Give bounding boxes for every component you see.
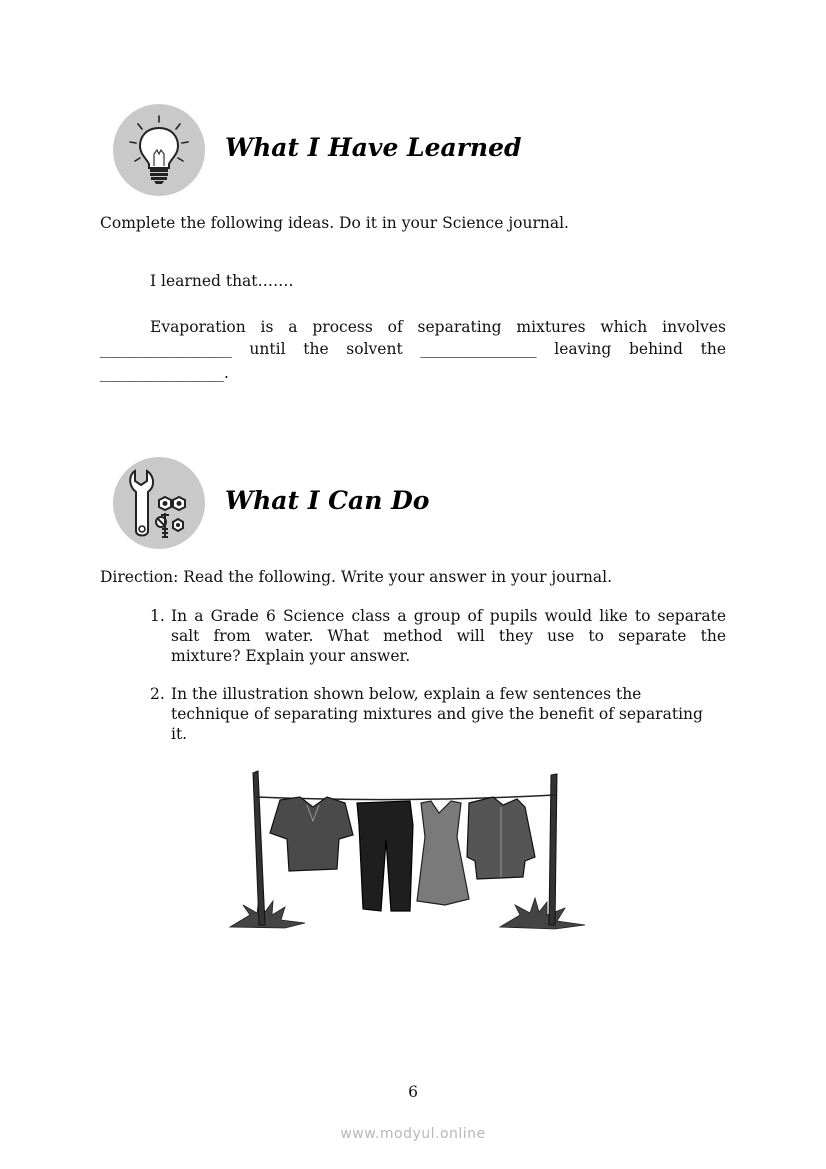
can-do-instruction: Direction: Read the following. Write your answer in your journal.: [100, 568, 613, 586]
paragraph-line-3: ________________.: [100, 364, 229, 382]
grass-right: [500, 898, 585, 929]
paragraph-line-1: Evaporation is a process of separating mixtures which involves: [150, 318, 726, 336]
grass-left: [230, 897, 305, 928]
question-line: In the illustration shown below, explain a few sentences the: [171, 685, 642, 703]
question-line: it.: [171, 725, 188, 743]
question-line: technique of separating mixtures and give the benefit of separating: [171, 705, 703, 723]
question-number: 2.: [150, 685, 165, 703]
learned-instruction: Complete the following ideas. Do it in your Science journal.: [100, 214, 569, 232]
question-item-1: [150, 606, 726, 668]
question-line: mixture? Explain your answer.: [171, 647, 411, 665]
learned-lead: I learned that…….: [150, 272, 294, 290]
section-heading-learned: What I Have Learned: [225, 133, 522, 162]
clothesline-illustration: [225, 765, 590, 935]
question-number: 1.: [150, 607, 165, 625]
page-number: 6: [408, 1083, 418, 1101]
section-heading-can-do: What I Can Do: [225, 486, 430, 515]
tools-icon-badge: [113, 457, 205, 549]
lightbulb-icon-badge: [113, 104, 205, 196]
paragraph-line-2: _________________ until the solvent _______________ leaving behind the: [100, 340, 726, 358]
question-item-2: [150, 684, 726, 746]
lightbulb-icon: [113, 104, 205, 196]
question-line: In a Grade 6 Science class a group of pupils would like to separate: [171, 607, 726, 625]
question-line: salt from water. What method will they use to separate the: [171, 627, 726, 645]
watermark: www.modyul.online: [340, 1126, 486, 1142]
wrench-and-bolts-icon: [113, 457, 205, 549]
